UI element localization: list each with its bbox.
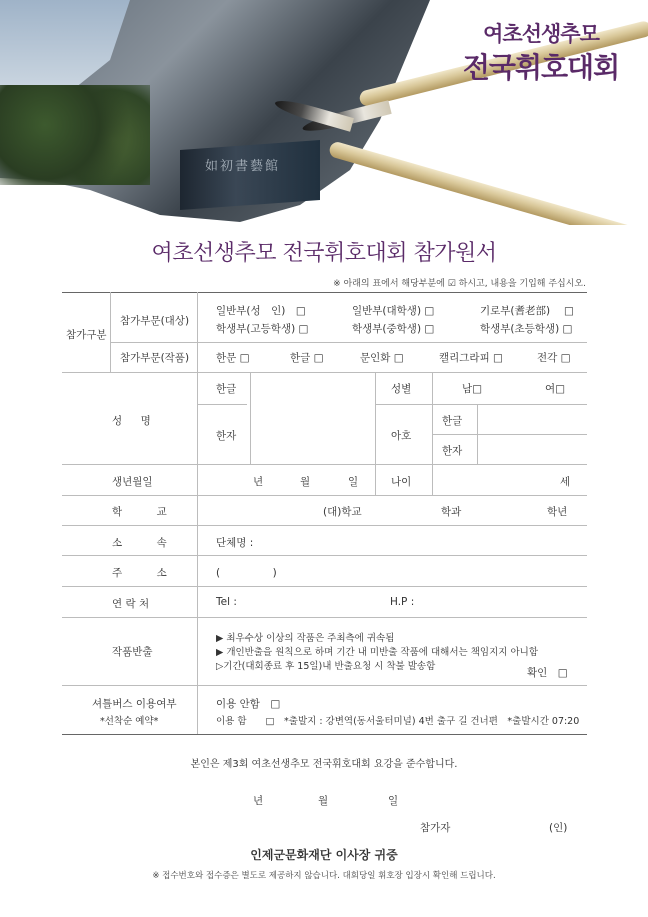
- label-pen-name: 아호: [391, 430, 412, 442]
- label-name-hanja: 한자: [216, 430, 237, 442]
- brush-lower: [328, 140, 648, 225]
- label-address: 주 소: [112, 567, 179, 579]
- birth-day-unit: 일: [348, 476, 359, 488]
- birth-year-unit: 년: [253, 476, 264, 488]
- checkbox-seal-engraving[interactable]: 전각 □: [537, 352, 571, 364]
- instruction-note: ※ 아래의 표에서 해당부분에 ☑ 하시고, 내용을 기입해 주십시오.: [333, 279, 586, 289]
- return-rule-3: ▷기간(대회종료 후 15일)내 반출요청 시 착불 발송함: [216, 661, 436, 672]
- school-dept: 학과: [441, 506, 462, 518]
- date-day-unit: 일: [388, 795, 399, 807]
- label-birth: 생년월일: [112, 476, 153, 488]
- checkbox-general-university[interactable]: 일반부(대학생) □: [352, 305, 435, 317]
- label-age: 나이: [391, 476, 412, 488]
- hp-field[interactable]: H.P :: [390, 596, 415, 608]
- label-division-target: 참가부문(대상): [120, 315, 190, 327]
- label-shuttle: 셔틀버스 이용여부: [92, 698, 177, 710]
- checkbox-hanmun[interactable]: 한문 □: [216, 352, 250, 364]
- label-school: 학 교: [112, 506, 179, 518]
- footnote: ※ 접수번호와 접수증은 별도로 제공하지 않습니다. 대회당일 휘호장 입장시 확인해 드립니다.: [152, 871, 496, 881]
- header-trees: [0, 85, 150, 185]
- checkbox-shuttle-yes[interactable]: 이용 함 □ *출발지 : 강변역(동서울터미널) 4번 출구 길 건너편 *출발시간 07:20: [216, 716, 580, 727]
- checkbox-general-adult[interactable]: 일반부(성 인) □: [216, 305, 306, 317]
- form-title: 여초선생추모 전국휘호대회 참가원서: [151, 241, 497, 266]
- label-division-work: 참가부문(작품): [120, 352, 190, 364]
- seal-mark: (인): [549, 822, 568, 834]
- checkbox-return-confirm[interactable]: 확인 □: [527, 667, 568, 679]
- label-category: 참가구분: [66, 329, 107, 341]
- participant-label: 참가자: [420, 822, 451, 834]
- checkbox-elementary[interactable]: 학생부(초등학생) □: [480, 323, 573, 335]
- label-name: 성 명: [112, 415, 155, 427]
- label-pen-hangul: 한글: [442, 415, 463, 427]
- label-gender: 성별: [391, 383, 412, 395]
- label-return: 작품반출: [112, 646, 153, 658]
- date-month-unit: 월: [318, 795, 329, 807]
- header-banner: [0, 0, 648, 225]
- event-title-line1: 여초선생추모: [483, 22, 599, 46]
- organization-recipient: 인제군문화재단 이사장 귀중: [250, 848, 398, 862]
- label-name-hangul: 한글: [216, 383, 237, 395]
- address-postal-field[interactable]: ( ): [216, 567, 277, 579]
- shuttle-note: *선착순 예약*: [100, 716, 159, 727]
- school-year: 학년: [547, 506, 568, 518]
- label-pen-hanja: 한자: [442, 445, 463, 457]
- header-building-glass: [180, 140, 320, 210]
- tel-field[interactable]: Tel :: [216, 596, 237, 608]
- label-affiliation: 소 속: [112, 537, 179, 549]
- age-unit: 세: [560, 476, 571, 488]
- checkbox-female[interactable]: 여□: [545, 383, 566, 395]
- checkbox-shuttle-no[interactable]: 이용 안함 □: [216, 698, 281, 710]
- birth-month-unit: 월: [300, 476, 311, 488]
- return-rule-1: ▶ 최우수상 이상의 작품은 주최측에 귀속됨: [216, 633, 395, 644]
- return-rule-2: ▶ 개인반출을 원칙으로 하며 기간 내 미반출 작품에 대해서는 책임지지 아니함: [216, 647, 538, 658]
- date-year-unit: 년: [253, 795, 264, 807]
- header-calligraphy-sign: 如初書藝館: [205, 159, 281, 174]
- checkbox-literati[interactable]: 문인화 □: [360, 352, 404, 364]
- group-name-field[interactable]: 단체명 :: [216, 537, 254, 549]
- checkbox-elder[interactable]: 기로부(耆老部) □: [480, 305, 574, 317]
- pledge-text: 본인은 제3회 여초선생추모 전국휘호대회 요강을 준수합니다.: [190, 759, 458, 770]
- checkbox-male[interactable]: 남□: [462, 383, 483, 395]
- checkbox-calligraphy[interactable]: 캘리그라피 □: [439, 352, 503, 364]
- event-title-line2: 전국휘호대회: [462, 51, 620, 84]
- label-contact: 연 락 처: [112, 598, 150, 610]
- school-univ: (대)학교: [323, 506, 362, 518]
- event-title: [446, 18, 636, 86]
- checkbox-high-school[interactable]: 학생부(고등학생) □: [216, 323, 309, 335]
- checkbox-middle-school[interactable]: 학생부(중학생) □: [352, 323, 435, 335]
- checkbox-hangul[interactable]: 한글 □: [290, 352, 324, 364]
